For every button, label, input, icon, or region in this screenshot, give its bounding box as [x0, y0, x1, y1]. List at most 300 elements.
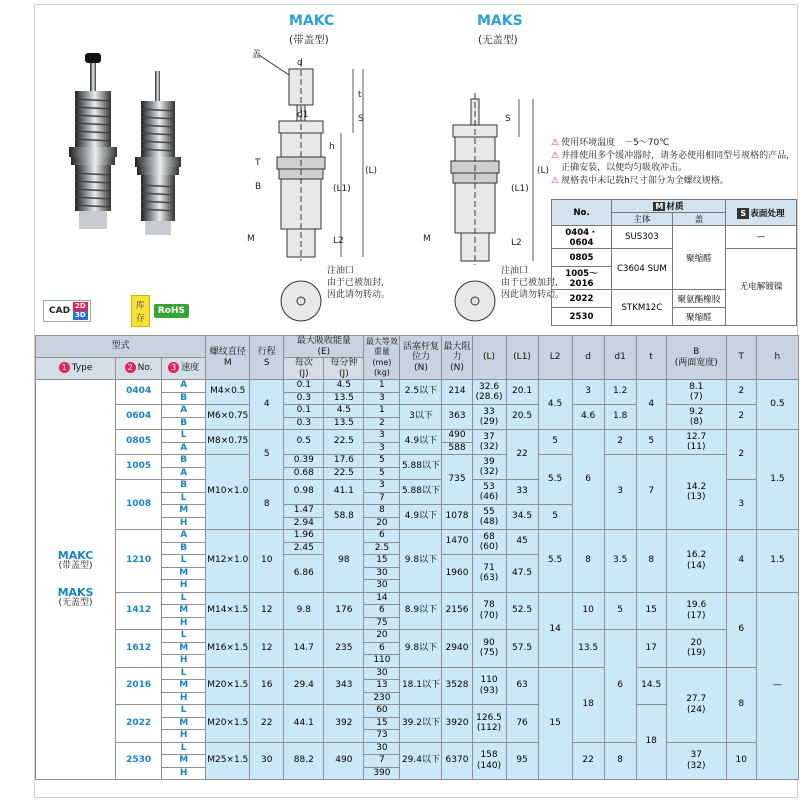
- equiv-mass: 60: [364, 705, 400, 718]
- product-photo-panel: [39, 5, 189, 329]
- mat-cell: —: [725, 226, 796, 249]
- nut-T: 8: [726, 667, 756, 742]
- energy-once: 1.47: [284, 505, 324, 518]
- reset-force: 18.1以下: [400, 667, 442, 705]
- length-L2: 5: [538, 505, 572, 530]
- dim-M: M: [247, 234, 255, 244]
- equiv-mass: 30: [364, 567, 400, 580]
- catalog-page: [34, 4, 798, 798]
- nut-T: 3: [726, 480, 756, 530]
- nut-T: 4: [726, 530, 756, 593]
- diameter-d: 8: [572, 530, 604, 593]
- speed-code: M: [162, 505, 206, 518]
- energy-min: 4.5: [324, 405, 364, 418]
- height-h: —: [756, 592, 798, 780]
- spec-table: [35, 335, 799, 780]
- dimension-drawings: [193, 5, 565, 325]
- across-flats-B: 20 (19): [666, 630, 726, 668]
- note-item: ⚠ 使用环境温度 －5～70℃: [551, 138, 670, 148]
- length-L1: 52.5: [506, 592, 538, 630]
- mat-row-no: 2022: [552, 290, 612, 308]
- stroke: 5: [250, 430, 284, 480]
- maks-subtitle: (无盖型): [478, 34, 518, 46]
- across-flats-B: 14.2 (13): [666, 455, 726, 530]
- speed-code: L: [162, 630, 206, 643]
- length-L1: 20.1: [506, 380, 538, 405]
- header-no: 2 No.: [116, 358, 162, 380]
- nut-T: 6: [726, 592, 756, 667]
- note-item: ⚠ 规格表中未记载h尺寸部分为全螺纹规格。: [551, 175, 729, 186]
- nut-T: 2: [726, 430, 756, 480]
- speed-code: M: [162, 717, 206, 730]
- max-resistance: 2940: [442, 630, 472, 668]
- cad-2d-label: 2D: [75, 302, 86, 310]
- reset-force: 8.9以下: [400, 592, 442, 630]
- makc-side-view: [259, 55, 325, 321]
- length-L2: 5: [538, 430, 572, 455]
- stroke: 30: [250, 742, 284, 780]
- length-L: 71 (63): [472, 555, 506, 593]
- thread-size: M20×1.5: [206, 667, 250, 705]
- mat-header-no: No.: [552, 200, 612, 226]
- thread-size: M4×0.5: [206, 380, 250, 405]
- thickness-t: 14.5: [636, 667, 666, 705]
- height-h: 0.5: [756, 380, 798, 430]
- material-table: [551, 199, 797, 326]
- across-flats-B: 19.6 (17): [666, 592, 726, 630]
- thickness-t: 4: [636, 380, 666, 430]
- length-L: 158 (140): [472, 742, 506, 780]
- equiv-mass: 8: [364, 505, 400, 518]
- speed-code: A: [162, 442, 206, 455]
- mat-sub-cap: 盖: [672, 213, 725, 226]
- equiv-mass: 3: [364, 442, 400, 455]
- length-L1: 76: [506, 705, 538, 743]
- equiv-mass: 1: [364, 380, 400, 393]
- stroke: 4: [250, 380, 284, 430]
- diameter-d: 10: [572, 592, 604, 630]
- mat-header-surface: S 表面处理: [725, 200, 796, 226]
- energy-once: 1.96: [284, 530, 324, 543]
- equiv-mass: 7: [364, 755, 400, 768]
- equiv-mass: 2.5: [364, 542, 400, 555]
- maks-dim-L: (L): [537, 166, 550, 176]
- reset-force: 5.88以下: [400, 480, 442, 505]
- length-L: 78 (70): [472, 592, 506, 630]
- header-per-min: 每分钟 (J): [324, 358, 364, 380]
- reset-force: 39.2以下: [400, 705, 442, 743]
- speed-code: B: [162, 417, 206, 430]
- mat-row-no: 1005～2016: [552, 267, 612, 290]
- equiv-mass: 230: [364, 692, 400, 705]
- makc-photo: [39, 35, 189, 295]
- equiv-mass: 6: [364, 530, 400, 543]
- across-flats-B: 8.1 (7): [666, 380, 726, 405]
- dim-B: B: [255, 182, 262, 192]
- equiv-mass: 5: [364, 455, 400, 468]
- length-L: 68 (60): [472, 530, 506, 555]
- energy-min: 176: [324, 592, 364, 630]
- thickness-t: 15: [636, 592, 666, 630]
- equiv-mass: 15: [364, 717, 400, 730]
- header-t: t: [636, 336, 666, 380]
- equiv-mass: 13: [364, 680, 400, 693]
- header-speed: 3 速度: [162, 358, 206, 380]
- model-no: 2022: [116, 705, 162, 743]
- speed-code: H: [162, 730, 206, 743]
- max-resistance: 735: [442, 455, 472, 505]
- speed-code: M: [162, 567, 206, 580]
- table-row: [36, 455, 799, 468]
- length-L: 55 (48): [472, 505, 506, 530]
- oil-note-1: 由于已被加封,: [327, 278, 384, 288]
- across-flats-B: 12.7 (11): [666, 430, 726, 455]
- max-resistance: 3920: [442, 705, 472, 743]
- maks-dim-s: S: [505, 114, 511, 124]
- model-no: 1008: [116, 480, 162, 530]
- table-row: [36, 380, 799, 393]
- equiv-mass: 6: [364, 605, 400, 618]
- note-item: ⚠ 并排使用多个缓冲器时，请务必使用相同型号规格的产品，正确安装，以便均匀吸收冲击。: [551, 150, 796, 174]
- diameter-d: 18: [572, 667, 604, 742]
- model-no: 0404: [116, 380, 162, 405]
- speed-code: B: [162, 392, 206, 405]
- stroke: 10: [250, 530, 284, 593]
- across-flats-B: 16.2 (14): [666, 530, 726, 593]
- energy-once: 0.5: [284, 430, 324, 455]
- maks-dim-L1: (L1): [511, 184, 529, 194]
- header-d: d: [572, 336, 604, 380]
- thread-size: M16×1.5: [206, 630, 250, 668]
- thread-size: M20×1.5: [206, 705, 250, 743]
- table-row: [36, 530, 799, 543]
- speed-code: H: [162, 617, 206, 630]
- thickness-t: 5: [636, 430, 666, 455]
- diameter-d: 3: [572, 380, 604, 405]
- speed-code: H: [162, 692, 206, 705]
- length-L1: 47.5: [506, 555, 538, 593]
- energy-min: 58.8: [324, 505, 364, 530]
- dim-L1: (L1): [333, 184, 351, 194]
- equiv-mass: 30: [364, 580, 400, 593]
- speed-code: L: [162, 555, 206, 568]
- mat-cell: STKM12C: [612, 290, 673, 326]
- across-flats-B: 37 (32): [666, 742, 726, 780]
- dim-L2: L2: [333, 236, 344, 246]
- makc-subtitle: (带盖型): [289, 34, 329, 46]
- max-resistance: 363: [442, 405, 472, 430]
- speed-code: A: [162, 405, 206, 418]
- maks-oil-note-1: 由于已被加封,: [501, 278, 558, 288]
- model-no: 2530: [116, 742, 162, 780]
- equiv-mass: 30: [364, 742, 400, 755]
- table-row: [36, 742, 799, 755]
- reset-force: 9.8以下: [400, 530, 442, 593]
- speed-code: M: [162, 680, 206, 693]
- thickness-t: 18: [636, 705, 666, 780]
- nut-T: 2: [726, 380, 756, 405]
- length-L1: 95: [506, 742, 538, 780]
- speed-code: M: [162, 605, 206, 618]
- header-per-once: 每次 (J): [284, 358, 324, 380]
- length-L: 33 (29): [472, 405, 506, 430]
- speed-code: A: [162, 380, 206, 393]
- across-flats-B: 9.2 (8): [666, 405, 726, 430]
- header-L1: (L1): [506, 336, 538, 380]
- oil-inlet-label: 注油口: [327, 266, 355, 276]
- energy-min: 22.5: [324, 430, 364, 455]
- equiv-mass: 2: [364, 417, 400, 430]
- reset-force: 9.8以下: [400, 630, 442, 668]
- thickness-t: 8: [636, 530, 666, 593]
- max-resistance: 490: [442, 430, 472, 443]
- energy-once: 0.68: [284, 467, 324, 480]
- energy-once: 0.3: [284, 392, 324, 405]
- table-row: [36, 630, 799, 643]
- speed-code: M: [162, 642, 206, 655]
- speed-code: L: [162, 430, 206, 443]
- oil-note-2: 因此请勿转动。: [327, 290, 391, 300]
- usage-notes: [551, 137, 797, 187]
- maks-dim-M: M: [423, 234, 431, 244]
- length-L2: 15: [538, 667, 572, 780]
- energy-min: 235: [324, 630, 364, 668]
- energy-min: 22.5: [324, 467, 364, 480]
- mat-header-material: M 材质: [612, 200, 726, 213]
- mat-cell: SUS303: [612, 226, 673, 249]
- equiv-mass: 110: [364, 655, 400, 668]
- length-L: 126.5 (112): [472, 705, 506, 743]
- reset-force: 29.4以下: [400, 742, 442, 780]
- type-makc: MAKC: [57, 548, 94, 562]
- length-L: 90 (75): [472, 630, 506, 668]
- equiv-mass: 5: [364, 467, 400, 480]
- mat-cell: 聚缩醛: [672, 226, 725, 290]
- thread-size: M8×0.75: [206, 430, 250, 455]
- speed-code: B: [162, 542, 206, 555]
- max-resistance: 588: [442, 442, 472, 455]
- table-row: [36, 430, 799, 443]
- table-row: [36, 405, 799, 418]
- energy-once: 29.4: [284, 667, 324, 705]
- energy-once: 2.94: [284, 517, 324, 530]
- max-resistance: 3528: [442, 667, 472, 705]
- mat-sub-body: 主体: [612, 213, 673, 226]
- mat-row-no: 0805: [552, 249, 612, 267]
- rohs-badge: RoHS: [154, 304, 189, 318]
- energy-once: 0.98: [284, 480, 324, 505]
- length-L1: 22: [506, 430, 538, 480]
- mat-row-no: 0404・0604: [552, 226, 612, 249]
- model-no: 0805: [116, 430, 162, 455]
- thread-size: M25×1.5: [206, 742, 250, 780]
- energy-once: 0.3: [284, 417, 324, 430]
- header-mass: 最大等效重量 (me) (kg): [364, 336, 400, 380]
- energy-min: 13.5: [324, 392, 364, 405]
- header-thread: 螺纹直径 M: [206, 336, 250, 380]
- height-h: 1.5: [756, 530, 798, 593]
- stroke: 12: [250, 592, 284, 630]
- speed-code: A: [162, 467, 206, 480]
- model-no: 0604: [116, 405, 162, 430]
- equiv-mass: 15: [364, 555, 400, 568]
- speed-code: L: [162, 667, 206, 680]
- header-L2: L2: [538, 336, 572, 380]
- mat-row-no: 2530: [552, 308, 612, 326]
- mat-cell: 聚氨酯橡胶: [672, 290, 725, 308]
- maks-oil-note-2: 因此请勿转动。: [501, 290, 565, 300]
- speed-code: L: [162, 492, 206, 505]
- nut-T: 10: [726, 742, 756, 780]
- header-energy: 最大吸收能量 (E): [284, 336, 364, 358]
- cap-label: 盖: [252, 50, 262, 60]
- energy-once: 6.86: [284, 555, 324, 593]
- energy-min: 13.5: [324, 417, 364, 430]
- length-L2: 4.5: [538, 380, 572, 430]
- header-resist: 最大阻力 (N): [442, 336, 472, 380]
- length-L2: 5.5: [538, 530, 572, 593]
- reset-force: 5.88以下: [400, 455, 442, 480]
- header-h: h: [756, 336, 798, 380]
- header-L: (L): [472, 336, 506, 380]
- header-reset: 活塞杆复位力 (N): [400, 336, 442, 380]
- badge-row: [43, 299, 189, 323]
- diameter-d1: 8: [604, 742, 636, 780]
- equiv-mass: 6: [364, 642, 400, 655]
- length-L2: 14: [538, 592, 572, 667]
- type-makc-sub: (带盖型): [58, 561, 93, 571]
- energy-min: 392: [324, 705, 364, 743]
- energy-min: 98: [324, 530, 364, 593]
- energy-min: 17.6: [324, 455, 364, 468]
- speed-code: H: [162, 767, 206, 780]
- dim-d1: d1: [297, 110, 309, 120]
- thread-size: M14×1.5: [206, 592, 250, 630]
- equiv-mass: 20: [364, 517, 400, 530]
- energy-min: 41.1: [324, 480, 364, 505]
- length-L1: 57.5: [506, 630, 538, 668]
- equiv-mass: 30: [364, 667, 400, 680]
- energy-once: 44.1: [284, 705, 324, 743]
- model-no: 1005: [116, 455, 162, 480]
- maks-title: MAKS: [477, 13, 523, 29]
- equiv-mass: 14: [364, 592, 400, 605]
- header-model: 型式: [36, 336, 206, 358]
- equiv-mass: 73: [364, 730, 400, 743]
- cad-3d-label: 3D: [75, 311, 86, 319]
- speed-code: A: [162, 530, 206, 543]
- equiv-mass: 20: [364, 630, 400, 643]
- height-h: 1.5: [756, 430, 798, 530]
- reset-force: 3以下: [400, 405, 442, 430]
- speed-code: B: [162, 455, 206, 468]
- energy-once: 0.39: [284, 455, 324, 468]
- cad-label: CAD: [49, 306, 71, 316]
- length-L2: 5.5: [538, 455, 572, 505]
- diameter-d1: 2: [604, 430, 636, 455]
- thread-size: M10×1.0: [206, 455, 250, 530]
- type-maks: MAKS: [57, 585, 94, 599]
- equiv-mass: 3: [364, 392, 400, 405]
- diameter-d: 6: [572, 430, 604, 530]
- equiv-mass: 3: [364, 430, 400, 443]
- nut-T: 2: [726, 405, 756, 430]
- stock-badge: 库存: [131, 295, 150, 327]
- diameter-d1: 6: [604, 630, 636, 743]
- length-L: 110 (93): [472, 667, 506, 705]
- dim-h: h: [329, 142, 335, 152]
- mat-cell: 聚缩醛: [672, 308, 725, 326]
- speed-code: H: [162, 580, 206, 593]
- length-L: 39 (32): [472, 455, 506, 480]
- model-no: 1612: [116, 630, 162, 668]
- dim-t: t: [358, 90, 362, 100]
- diameter-d1: 1.2: [604, 380, 636, 405]
- length-L: 32.6 (28.6): [472, 380, 506, 405]
- max-resistance: 1078: [442, 505, 472, 530]
- header-B: B (两面宽度): [666, 336, 726, 380]
- energy-min: 343: [324, 667, 364, 705]
- equiv-mass: 1: [364, 405, 400, 418]
- length-L1: 45: [506, 530, 538, 555]
- mat-cell: C3604 SUM: [612, 249, 673, 290]
- diameter-d1: 3.5: [604, 530, 636, 593]
- diameter-d1: 1.8: [604, 405, 636, 430]
- reset-force: 4.9以下: [400, 505, 442, 530]
- equiv-mass: 75: [364, 617, 400, 630]
- diameter-d1: 5: [604, 592, 636, 630]
- diameter-d: 22: [572, 742, 604, 780]
- thread-size: M6×0.75: [206, 405, 250, 430]
- speed-code: M: [162, 755, 206, 768]
- maks-oil-inlet-label: 注油口: [501, 266, 529, 276]
- dim-T: T: [255, 158, 261, 168]
- reset-force: 4.9以下: [400, 430, 442, 455]
- thickness-t: 7: [636, 455, 666, 530]
- cad-badge[interactable]: [43, 300, 91, 322]
- maks-side-view: [451, 93, 499, 321]
- length-L1: 33: [506, 480, 538, 505]
- energy-once: 0.1: [284, 405, 324, 418]
- type-cell: [36, 380, 116, 780]
- header-d1: d1: [604, 336, 636, 380]
- header-type: 1 Type: [36, 358, 116, 380]
- speed-code: H: [162, 517, 206, 530]
- type-maks-sub: (无盖型): [58, 598, 93, 608]
- length-L1: 63: [506, 667, 538, 705]
- diameter-d: 4.6: [572, 405, 604, 430]
- thread-size: M12×1.0: [206, 530, 250, 593]
- speed-code: L: [162, 705, 206, 718]
- max-resistance: 214: [442, 380, 472, 405]
- equiv-mass: 3: [364, 480, 400, 493]
- across-flats-B: 27.7 (24): [666, 667, 726, 742]
- energy-once: 9.8: [284, 592, 324, 630]
- makc-title: MAKC: [289, 13, 335, 29]
- stroke: 12: [250, 630, 284, 668]
- energy-once: 2.45: [284, 542, 324, 555]
- model-no: 1210: [116, 530, 162, 593]
- equiv-mass: 390: [364, 767, 400, 780]
- max-resistance: 6370: [442, 742, 472, 780]
- stroke: 8: [250, 480, 284, 530]
- dim-d: d: [297, 58, 303, 68]
- header-T: T: [726, 336, 756, 380]
- model-no: 2016: [116, 667, 162, 705]
- length-L1: 34.5: [506, 505, 538, 530]
- energy-once: 14.7: [284, 630, 324, 668]
- speed-code: H: [162, 655, 206, 668]
